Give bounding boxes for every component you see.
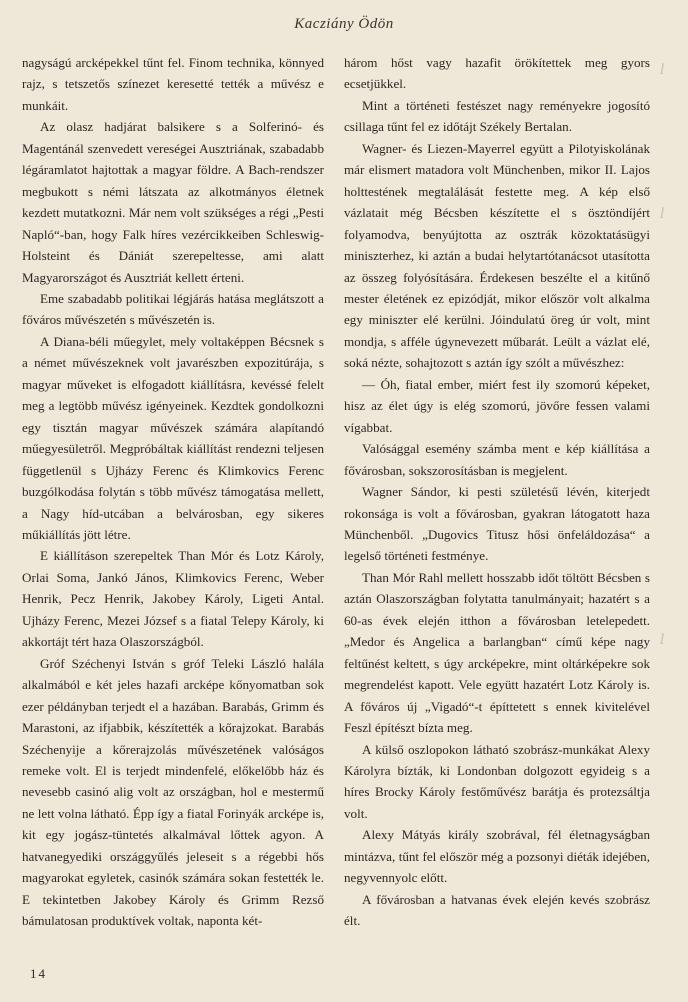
paragraph: Valósággal esemény számba ment e kép kiállítása a fővárosban, sokszorosításban is megjelent. bbox=[344, 441, 650, 478]
paragraph: A külső oszlopokon látható szobrász-munkákat Alexy Károlyra bízták, ki Londonban dolgozott egyideig s a híres Brocky Károly festőművész barátja és protezsáltja volt. bbox=[344, 741, 650, 821]
right-column bbox=[344, 52, 650, 932]
pencil-mark-icon: ⅼ bbox=[660, 207, 665, 222]
pencil-mark-icon: ⅼ bbox=[660, 63, 665, 78]
paragraph: Eme szabadabb politikai légjárás hatása meglátszott a főváros művészetén s művészetén is. bbox=[22, 290, 324, 328]
paragraph: Gróf Széchenyi István s gróf Teleki László halála alkalmából e két jeles hazafi arcképe kőnyomatban sok ezer példányban terjedt el a hazában. Barabás, Grimm és Marastoni, az ifjabbik, készítették a kőrajzokat. Barabás Széchenyije a kőrerajzolás művészetének valóságos remeke volt. El is terjedt mindenfelé, előkelőbb ház és nevesebb casinó alig volt az országban, hol e mestermű ne lett volna látható. Épp így a fiatal Forinyák arcképe is, kit egy jogász-tüntetés alkalmával lőttek agyon. A hatvanegyediki országgyűlés jeleseit s a régebbi hős magyarokat egyletek, casinók számára sokan festették le. E tekintetben Jakobey Károly és Grimm Rezső bámulatosan produktívek voltak, naponta két- bbox=[22, 655, 324, 929]
paragraph: A fővárosban a hatvanas évek elején kevés szobrász élt. bbox=[344, 891, 650, 929]
paragraph: Wagner- és Liezen-Mayerrel együtt a Pilotyiskolának már elismert matadora volt Münchenben, mikor II. Lajos holttestének megtalálását festette meg. A kép első vázlatait még Bécsben készítette el s ösztöndíjért folyamodva, benyújtotta az osztrák közoktatásügyi miniszterhez, ki aztán a budai helytartótanácsot utasította az összeg folyósítására. Érdekesen beszélte el a kitűnő mester életének ez epizódját, mikor először volt alkalma egy miniszter elé kerülni. Jóindulatú öreg úr volt, mint mondja, s afféle úgynevezett műbarát. Leült a vázlat elé, soká nézte, sohajtozott s aztán így szólt a művészhez: bbox=[344, 140, 650, 371]
paragraph: — Óh, fiatal ember, miért fest ily szomorú képeket, hisz az élet úgy is elég szomorú, jövőre fessen valami vígabbat. bbox=[344, 376, 650, 435]
running-title: Kacziány Ödön bbox=[294, 16, 394, 32]
page-number: 14 bbox=[30, 966, 47, 981]
left-column bbox=[22, 52, 324, 932]
paragraph: Than Mór Rahl mellett hosszabb időt töltött Bécsben s aztán Olaszországban folytatta tanulmányait; hazatért s a 60-as évek elején itthon a fővárosban letelepedett. „Medor és Angelica a barlangban“ című képe nagy feltűnést keltett, s úgy arcképekre, mint oltárképekre sok megrendelést kapott. Vele együtt hazatért Lotz Károly is. A főváros új „Vigadó“-t építtetett s ennek kivitelével Feszl építészt bízta meg. bbox=[344, 569, 650, 736]
paragraph: Alexy Mátyás király szobrával, fél életnagyságban mintázva, tűnt fel először még a pozsonyi diéták idejében, negyvennyolc előtt. bbox=[344, 827, 650, 886]
paragraph: nagyságú arcképekkel tűnt fel. Finom technika, könnyed rajz, s tetszetős színezet keresetté tették a művész e munkáit. bbox=[22, 55, 324, 113]
paragraph: Wagner Sándor, ki pesti születésű lévén, kiterjedt rokonsága is volt a fővárosban, gyakran látogatott haza Münchenből. „Dugovics Titusz hősi önfeláldozása“ a legelső történeti festménye. bbox=[344, 484, 650, 564]
paragraph: Mint a történeti festészet nagy reményekre jogosító csillaga tűnt fel ez időtájt Székely Bertalan. bbox=[344, 97, 650, 135]
paragraph: E kiállításon szerepeltek Than Mór és Lotz Károly, Orlai Soma, Jankó János, Klimkovics Ferenc, Weber Henrik, Pecz Henrik, Jakobey Károly, Ligeti Antal. Ujházy Ferenc, Mezei József s a fiatal Telepy Károly, ki akkortájt tért haza Olaszországból. bbox=[22, 548, 324, 650]
pencil-mark-icon: ⅼ bbox=[660, 633, 665, 648]
paragraph: A Diana-béli műegylet, mely voltaképpen Bécsnek s a német művészeknek volt javarészben expozitúrája, s magyar műveket is elfogadott kiállításra, kevéssé felelt meg a legtöbb művész igényeinek. Kezdtek gondolkozni egy tisztán magyar művészek számára alapítandó műegyesületről. Megpróbáltak kiállítást rendezni teljesen függetlenül s Ujházy Ferenc és Klimkovics Ferenc buzgólkodása folytán s több művész támogatása mellett, a Nagy híd-utcában a belvárosban, egy sikeres műkiállítás jött létre. bbox=[22, 333, 324, 542]
paragraph: Az olasz hadjárat balsikere s a Solferinó- és Magentánál szenvedett vereségei Ausztriának, szabadabb légáramlatot hajtottak a magyar földre. A Bach-rendszer megbukott s némi látszata az alkotmányos életnek kezdett mutatkozni. Már nem volt szükséges a régi „Pesti Napló“-ban, hogy Falk híres vezércikkeiben Schleswig-Holsteint és Dániát szerepeltesse, ami alatt Magyarországot és Ausztriát kellett érteni. bbox=[22, 119, 324, 285]
paragraph: három hőst vagy hazafit örökítettek meg gyors ecsetjükkel. bbox=[344, 55, 650, 92]
